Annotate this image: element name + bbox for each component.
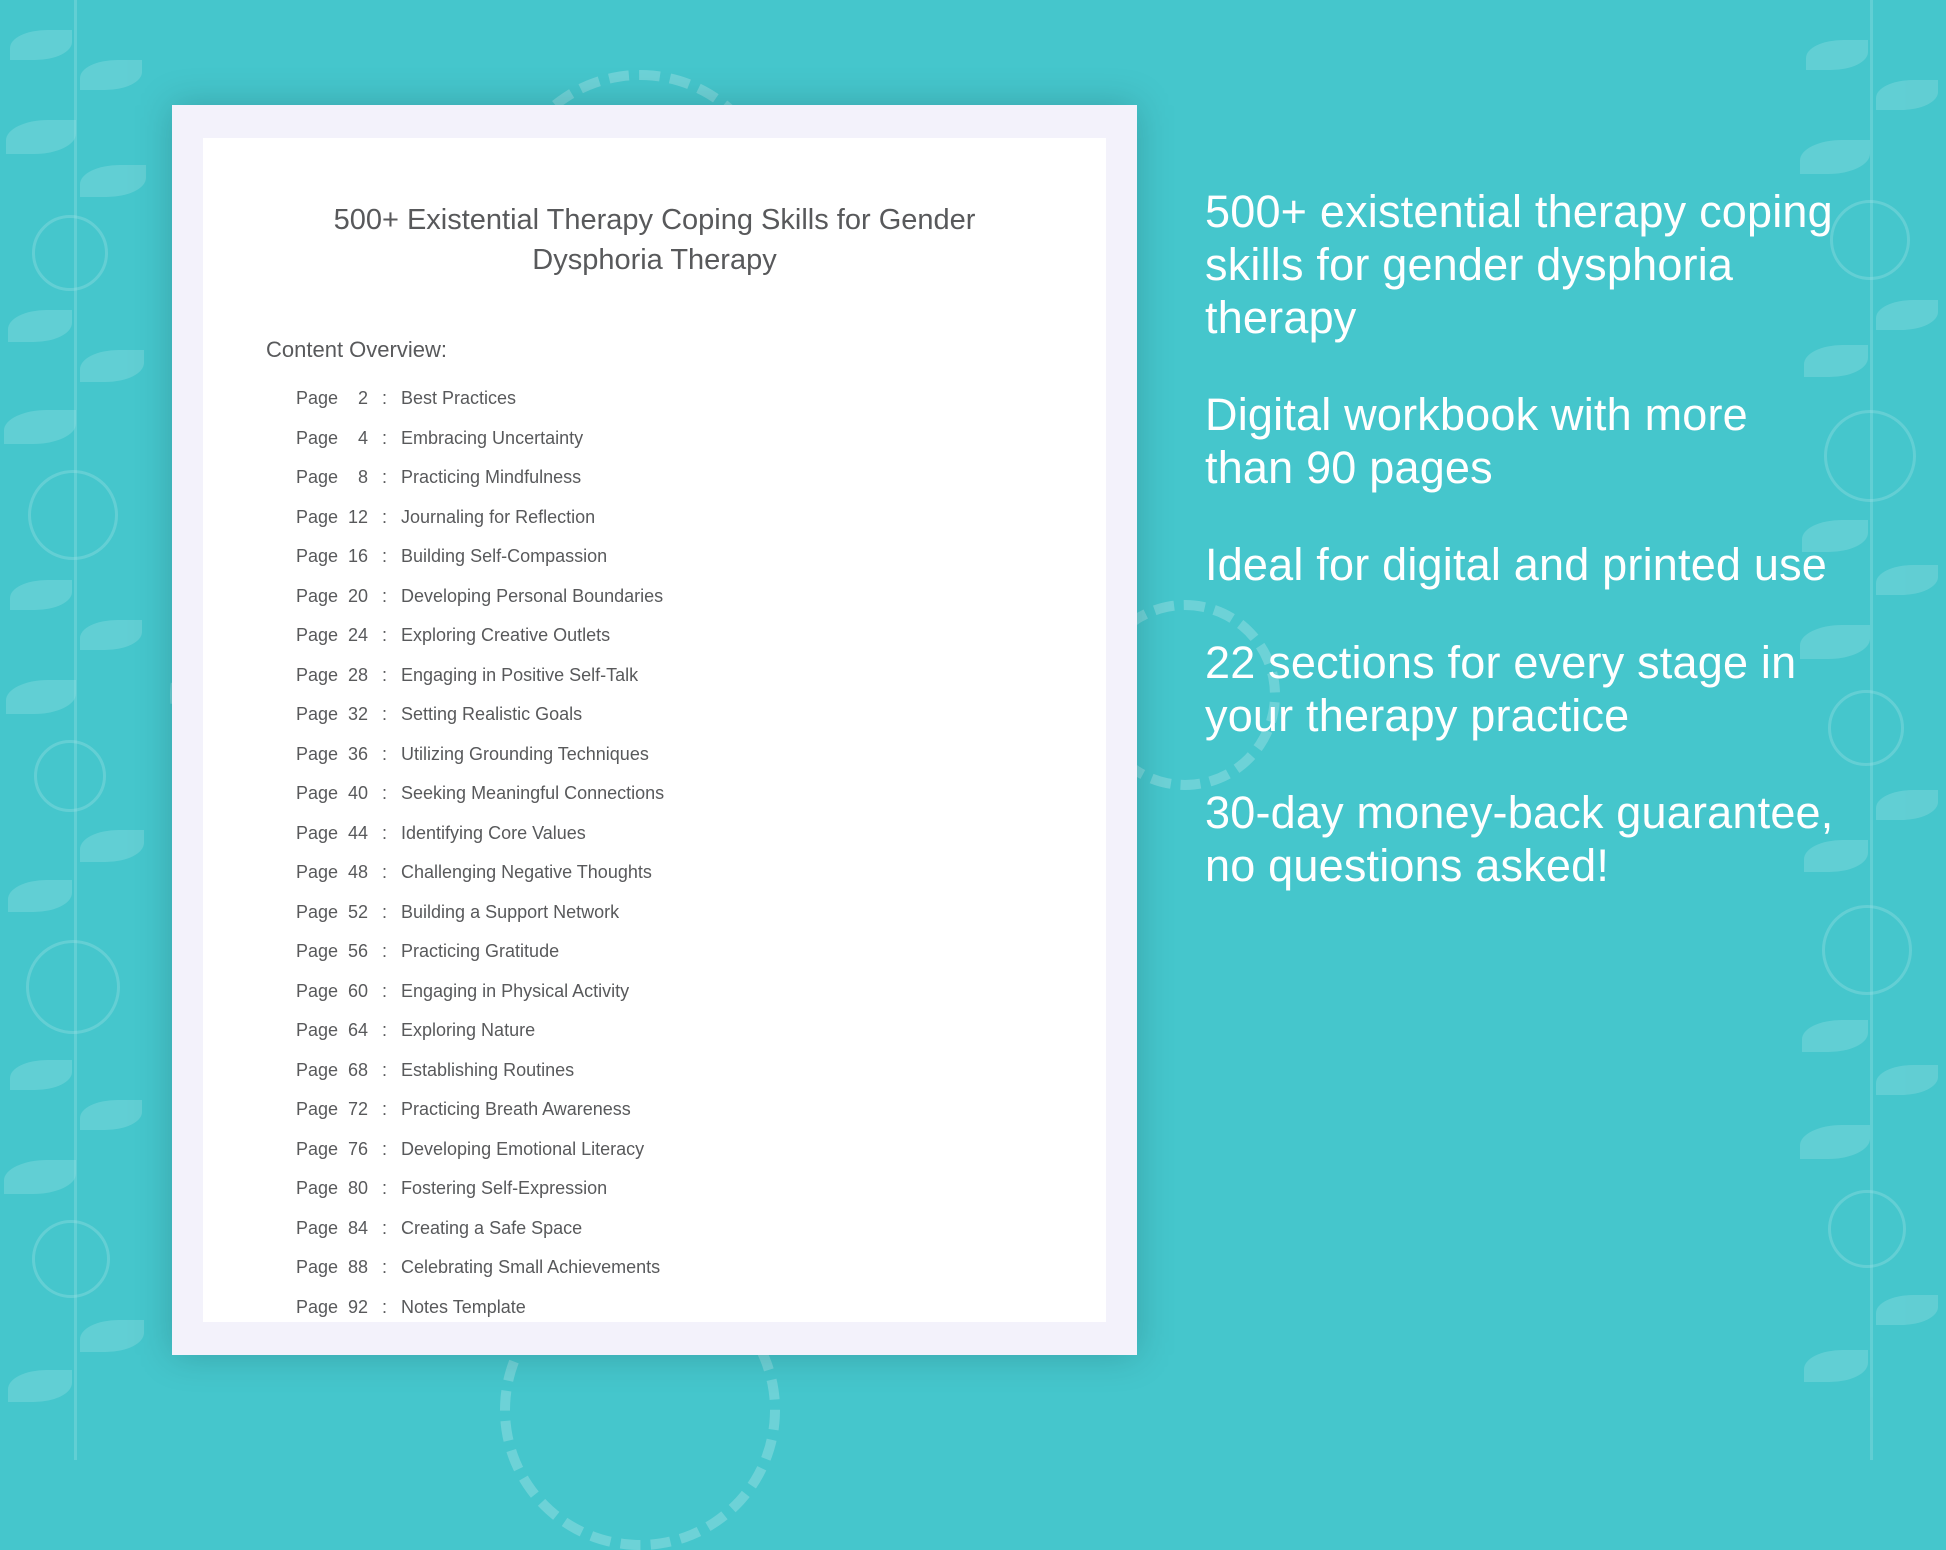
toc-entry-title: Seeking Meaningful Connections	[401, 783, 665, 804]
toc-entry-title: Engaging in Positive Self-Talk	[401, 664, 639, 685]
toc-page-number: 60	[348, 980, 369, 1001]
toc-page-number: 12	[348, 506, 369, 527]
toc-page-number: 48	[348, 862, 369, 883]
toc-entry-page-label	[296, 784, 382, 802]
toc-page-number: 84	[348, 1217, 369, 1238]
toc-entry-title: Exploring Nature	[401, 1020, 536, 1041]
toc-separator: :	[382, 862, 388, 883]
toc-entry	[296, 1219, 1046, 1237]
toc-page-word: Page	[296, 1099, 339, 1120]
toc-entry-title: Best Practices	[401, 388, 517, 409]
toc-entry	[296, 1100, 1046, 1118]
toc-entry-page-label	[296, 824, 382, 842]
toc-entry-title: Embracing Uncertainty	[401, 427, 584, 448]
toc-page-number: 16	[348, 546, 369, 567]
toc-entry-page-label	[296, 705, 382, 723]
toc-entry-title: Utilizing Grounding Techniques	[401, 743, 649, 764]
toc-page-word: Page	[296, 388, 339, 409]
toc-entry-title: Practicing Breath Awareness	[401, 1099, 631, 1120]
table-of-contents	[296, 389, 1046, 1316]
toc-entry-page-label	[296, 1100, 382, 1118]
floral-border-left	[0, 0, 160, 1460]
toc-page-number: 68	[348, 1059, 369, 1080]
toc-page-number: 4	[358, 427, 369, 448]
toc-entry-title: Fostering Self-Expression	[401, 1178, 608, 1199]
toc-page-word: Page	[296, 467, 339, 488]
toc-entry-title: Exploring Creative Outlets	[401, 625, 611, 646]
toc-page-word: Page	[296, 822, 339, 843]
toc-entry-page-label	[296, 1179, 382, 1197]
toc-entry-title: Setting Realistic Goals	[401, 704, 583, 725]
toc-entry-page-label	[296, 547, 382, 565]
toc-entry-title: Journaling for Reflection	[401, 506, 596, 527]
toc-page-word: Page	[296, 546, 339, 567]
toc-separator: :	[382, 1257, 388, 1278]
toc-separator: :	[382, 467, 388, 488]
toc-separator: :	[382, 506, 388, 527]
toc-page-word: Page	[296, 506, 339, 527]
toc-page-number: 24	[348, 625, 369, 646]
toc-entry-title: Building Self-Compassion	[401, 546, 608, 567]
toc-entry-page-label	[296, 942, 382, 960]
toc-page-number: 52	[348, 901, 369, 922]
toc-entry	[296, 468, 1046, 486]
toc-separator: :	[382, 625, 388, 646]
toc-page-word: Page	[296, 1257, 339, 1278]
toc-page-word: Page	[296, 1059, 339, 1080]
toc-entry-title: Challenging Negative Thoughts	[401, 862, 652, 883]
toc-separator: :	[382, 901, 388, 922]
toc-entry	[296, 1061, 1046, 1079]
toc-page-word: Page	[296, 980, 339, 1001]
toc-entry	[296, 508, 1046, 526]
toc-page-number: 40	[348, 783, 369, 804]
toc-entry-page-label	[296, 745, 382, 763]
toc-entry	[296, 784, 1046, 802]
toc-entry-page-label	[296, 982, 382, 1000]
promo-column	[1205, 185, 1845, 892]
document-page	[203, 138, 1106, 1322]
toc-page-word: Page	[296, 1178, 339, 1199]
toc-entry-page-label	[296, 903, 382, 921]
toc-page-word: Page	[296, 783, 339, 804]
toc-separator: :	[382, 1217, 388, 1238]
toc-entry-title: Practicing Mindfulness	[401, 467, 582, 488]
toc-entry	[296, 903, 1046, 921]
promo-text-block: Ideal for digital and printed use	[1205, 539, 1828, 591]
toc-page-number: 56	[348, 941, 369, 962]
toc-separator: :	[382, 704, 388, 725]
toc-separator: :	[382, 427, 388, 448]
toc-entry	[296, 705, 1046, 723]
toc-page-word: Page	[296, 625, 339, 646]
promo-text-block: 500+ existential therapy coping skills for gender dysphoria therapy	[1205, 186, 1833, 344]
toc-entry-title: Developing Personal Boundaries	[401, 585, 664, 606]
toc-entry-page-label	[296, 1021, 382, 1039]
toc-entry	[296, 666, 1046, 684]
toc-entry-title: Notes Template	[401, 1296, 526, 1317]
toc-entry-page-label	[296, 863, 382, 881]
toc-page-number: 72	[348, 1099, 369, 1120]
toc-entry	[296, 429, 1046, 447]
toc-entry-page-label	[296, 1061, 382, 1079]
toc-entry	[296, 863, 1046, 881]
toc-entry-page-label	[296, 666, 382, 684]
toc-entry	[296, 587, 1046, 605]
toc-entry-page-label	[296, 508, 382, 526]
toc-entry-page-label	[296, 389, 382, 407]
toc-page-word: Page	[296, 1217, 339, 1238]
toc-entry-page-label	[296, 468, 382, 486]
toc-entry	[296, 626, 1046, 644]
promo-text-block: 22 sections for every stage in your therapy practice	[1205, 636, 1797, 741]
toc-page-word: Page	[296, 862, 339, 883]
toc-page-number: 20	[348, 585, 369, 606]
toc-entry-title: Building a Support Network	[401, 901, 620, 922]
promo-text-block: 30-day money-back guarantee, no questions asked!	[1205, 786, 1834, 891]
page-title: 500+ Existential Therapy Coping Skills for Gender Dysphoria Therapy	[333, 204, 976, 276]
toc-entry	[296, 745, 1046, 763]
toc-page-word: Page	[296, 664, 339, 685]
toc-entry	[296, 547, 1046, 565]
toc-page-word: Page	[296, 704, 339, 725]
toc-separator: :	[382, 1059, 388, 1080]
toc-page-number: 2	[358, 388, 369, 409]
toc-separator: :	[382, 388, 388, 409]
toc-entry-page-label	[296, 626, 382, 644]
toc-separator: :	[382, 743, 388, 764]
toc-separator: :	[382, 1178, 388, 1199]
toc-page-number: 88	[348, 1257, 369, 1278]
toc-separator: :	[382, 1296, 388, 1317]
toc-page-number: 36	[348, 743, 369, 764]
toc-page-number: 32	[348, 704, 369, 725]
toc-entry	[296, 389, 1046, 407]
toc-separator: :	[382, 546, 388, 567]
toc-page-number: 44	[348, 822, 369, 843]
toc-separator: :	[382, 1138, 388, 1159]
document-preview	[172, 105, 1137, 1355]
toc-page-word: Page	[296, 743, 339, 764]
toc-separator: :	[382, 941, 388, 962]
toc-entry	[296, 1140, 1046, 1158]
toc-separator: :	[382, 822, 388, 843]
toc-entry-page-label	[296, 429, 382, 447]
toc-page-word: Page	[296, 941, 339, 962]
toc-entry	[296, 1021, 1046, 1039]
toc-page-number: 80	[348, 1178, 369, 1199]
toc-entry-title: Developing Emotional Literacy	[401, 1138, 645, 1159]
toc-separator: :	[382, 1020, 388, 1041]
toc-page-number: 64	[348, 1020, 369, 1041]
promo-text-block: Digital workbook with more than 90 pages	[1205, 389, 1748, 494]
toc-entry-title: Practicing Gratitude	[401, 941, 560, 962]
toc-entry	[296, 824, 1046, 842]
toc-page-word: Page	[296, 585, 339, 606]
toc-entry-page-label	[296, 587, 382, 605]
toc-entry-title: Celebrating Small Achievements	[401, 1257, 661, 1278]
toc-entry-title: Identifying Core Values	[401, 822, 586, 843]
toc-page-word: Page	[296, 427, 339, 448]
toc-entry	[296, 1298, 1046, 1316]
toc-page-word: Page	[296, 1138, 339, 1159]
toc-entry	[296, 982, 1046, 1000]
toc-entry-page-label	[296, 1219, 382, 1237]
toc-separator: :	[382, 783, 388, 804]
toc-entry-page-label	[296, 1140, 382, 1158]
toc-separator: :	[382, 980, 388, 1001]
content-overview-label: Content Overview:	[266, 337, 447, 363]
toc-page-word: Page	[296, 901, 339, 922]
toc-entry-page-label	[296, 1298, 382, 1316]
toc-page-number: 92	[348, 1296, 369, 1317]
toc-entry	[296, 942, 1046, 960]
toc-entry-title: Establishing Routines	[401, 1059, 575, 1080]
toc-page-number: 76	[348, 1138, 369, 1159]
toc-separator: :	[382, 664, 388, 685]
toc-entry	[296, 1258, 1046, 1276]
toc-page-number: 28	[348, 664, 369, 685]
toc-page-word: Page	[296, 1296, 339, 1317]
toc-entry	[296, 1179, 1046, 1197]
toc-separator: :	[382, 585, 388, 606]
toc-page-word: Page	[296, 1020, 339, 1041]
toc-entry-title: Engaging in Physical Activity	[401, 980, 630, 1001]
toc-entry-page-label	[296, 1258, 382, 1276]
toc-separator: :	[382, 1099, 388, 1120]
toc-entry-title: Creating a Safe Space	[401, 1217, 583, 1238]
toc-page-number: 8	[358, 467, 369, 488]
